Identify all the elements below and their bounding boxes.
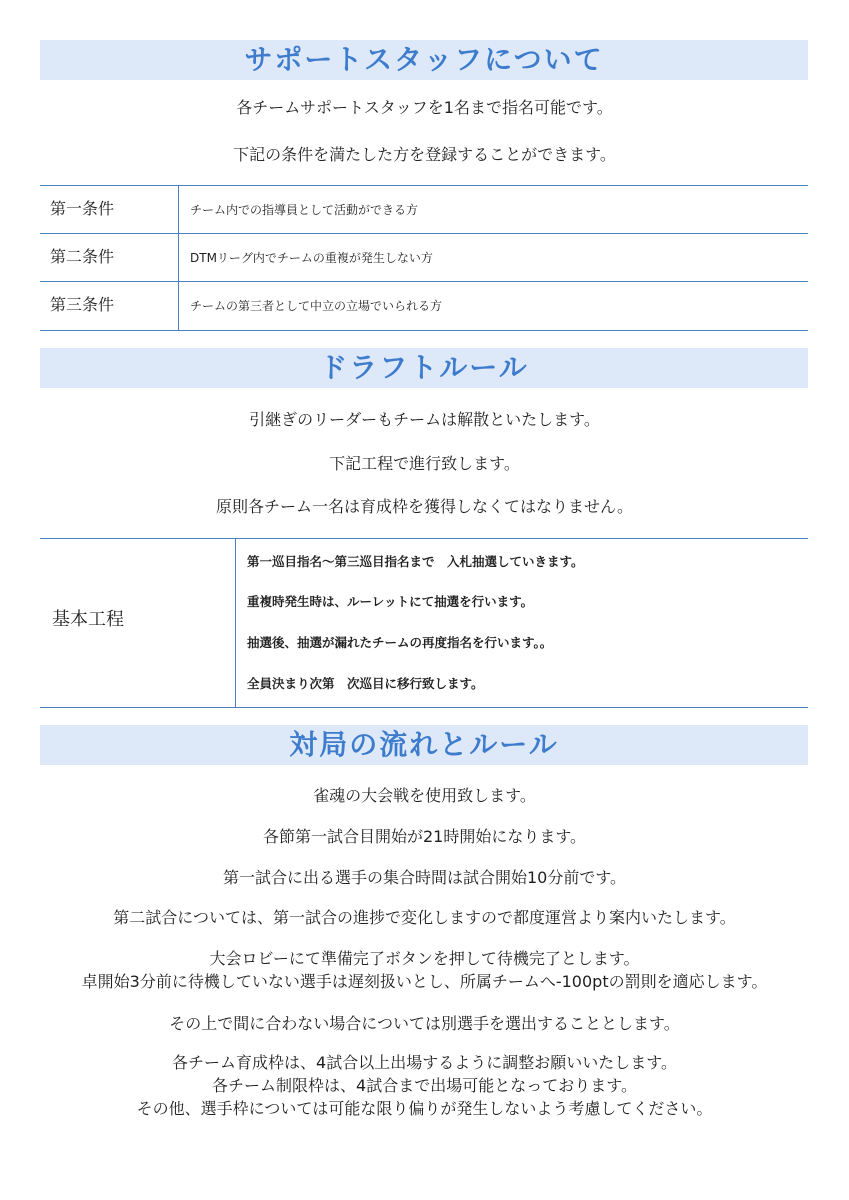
support-intro-2: 下記の条件を満たした方を登録することができます。: [233, 145, 616, 164]
condition-label-1: 第一条件: [50, 199, 115, 218]
condition-text-2: DTMリーグ内でチームの重複が発生しない方: [190, 251, 433, 265]
table-rule: [40, 538, 808, 539]
table-rule: [40, 707, 808, 708]
match-rule-10: その他、選手枠については可能な限り偏りが発生しないよう考慮してください。: [136, 1099, 713, 1118]
table-rule: [40, 233, 808, 234]
table-rule: [40, 185, 808, 186]
draft-intro-3: 原則各チーム一名は育成枠を獲得しなくてはなりません。: [216, 497, 633, 516]
condition-label-2: 第二条件: [50, 247, 115, 266]
process-step-2: 重複時発生時は、ルーレットにて抽選を行います。: [247, 594, 534, 609]
match-rule-3: 第一試合に出る選手の集合時間は試合開始10分前です。: [222, 868, 627, 887]
match-rule-4: 第二試合については、第一試合の進捗で変化しますので都度運営より案内いたします。: [113, 908, 736, 927]
match-section-title: 対局の流れとルール: [40, 725, 808, 765]
condition-text-3: チームの第三者として中立の立場でいられる方: [190, 299, 443, 313]
draft-section-title: ドラフトルール: [40, 348, 808, 388]
match-rule-7: その上で間に合わない場合については別選手を選出することとします。: [169, 1014, 680, 1033]
process-step-1: 第一巡目指名～第三巡目指名まで 入札抽選していきます。: [247, 554, 584, 569]
process-step-4: 全員決まり次第 次巡目に移行致します。: [247, 676, 484, 691]
table-rule: [40, 281, 808, 282]
match-rule-1: 雀魂の大会戦を使用致します。: [313, 786, 536, 805]
process-label: 基本工程: [52, 609, 124, 630]
table-rule: [40, 330, 808, 331]
support-section-title: サポートスタッフについて: [40, 40, 808, 80]
draft-intro-1: 引継ぎのリーダーもチームは解散といたします。: [249, 410, 600, 429]
match-rule-2: 各節第一試合目開始が21時開始になります。: [262, 827, 587, 846]
condition-text-1: チーム内での指導員として活動ができる方: [190, 203, 419, 217]
match-rule-9: 各チーム制限枠は、4試合まで出場可能となっております。: [212, 1076, 637, 1095]
process-step-3: 抽選後、抽選が漏れたチームの再度指名を行います。。: [247, 635, 553, 650]
match-rule-8: 各チーム育成枠は、4試合以上出場するように調整お願いいたします。: [172, 1053, 677, 1072]
match-rule-6: 卓開始3分前に待機していない選手は遅刻扱いとし、所属チームへ-100ptの罰則を適応します。: [81, 972, 768, 991]
table-column-divider: [235, 538, 236, 708]
support-intro-1: 各チームサポートスタッフを1名まで指名可能です。: [236, 98, 613, 117]
match-rule-5: 大会ロビーにて準備完了ボタンを押して待機完了とします。: [209, 949, 640, 968]
table-column-divider: [178, 185, 179, 331]
draft-intro-2: 下記工程で進行致します。: [329, 454, 520, 473]
condition-label-3: 第三条件: [50, 295, 115, 314]
